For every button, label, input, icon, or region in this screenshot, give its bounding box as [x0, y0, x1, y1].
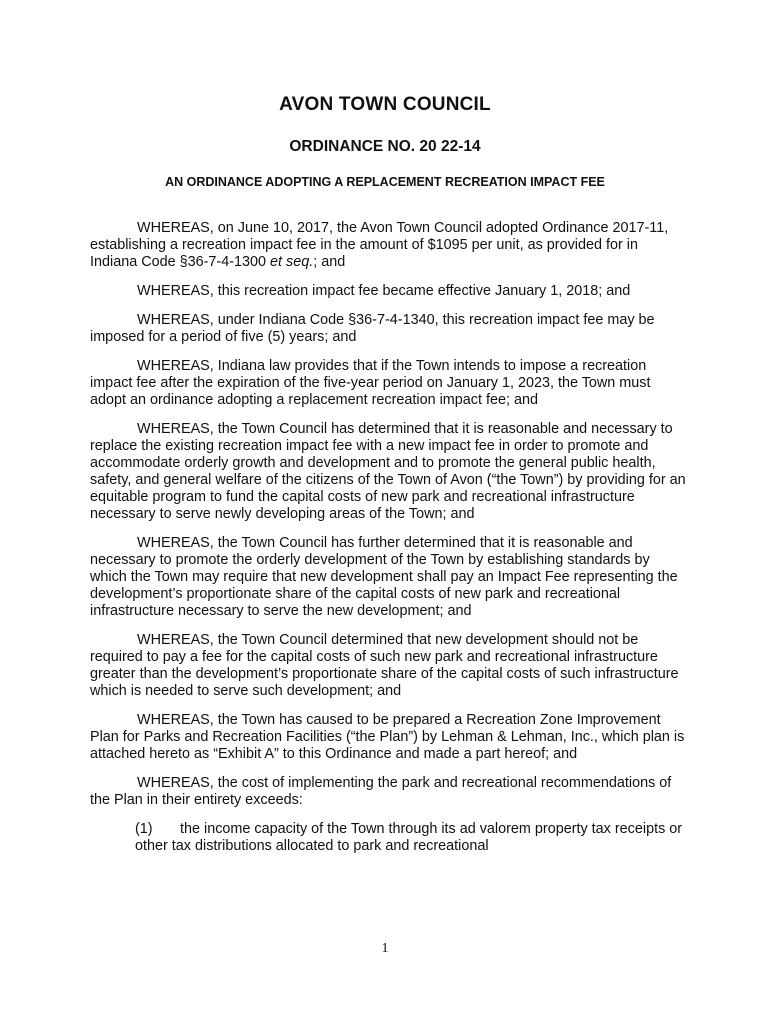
italic-citation: et seq.	[270, 254, 314, 270]
whereas-paragraph-8: WHEREAS, the Town has caused to be prepared a Recreation Zone Improvement Plan for Parks and Recreation Facilities (“the Plan”) by Lehman & Lehman, Inc., which plan is attached hereto as “Exhibit A” to this Ordinance and made a part hereof; and	[90, 712, 685, 762]
list-item-text: the income capacity of the Town through its ad valorem property tax receipts or other tax distributions allocated to park and recreational	[135, 821, 683, 854]
paragraph-text-end: ; and	[313, 254, 346, 270]
ordinance-number: ORDINANCE NO. 20 22-14	[289, 138, 481, 155]
whereas-paragraph-2: WHEREAS, this recreation impact fee became effective January 1, 2018; and	[137, 283, 631, 299]
whereas-paragraph-5: WHEREAS, the Town Council has determined that it is reasonable and necessary to replace the existing recreation impact fee with a new impact fee in order to promote and accommodate orderly growth and development and to promote the general public health, safety, and general welfare of the citizens of the Town of Avon (“the Town”) by providing for an equitable program to fund the capital costs of new park and recreational infrastructure necessary to serve newly developing areas of the Town; and	[90, 421, 686, 522]
list-item-1	[135, 821, 688, 855]
whereas-paragraph-4: WHEREAS, Indiana law provides that if the Town intends to impose a recreation impact fee after the expiration of the five-year period on January 1, 2023, the Town must adopt an ordinance adopting a replacement recreation impact fee; and	[90, 358, 651, 408]
whereas-paragraph-3: WHEREAS, under Indiana Code §36-7-4-1340, this recreation impact fee may be imposed for a period of five (5) years; and	[90, 312, 655, 345]
whereas-paragraph-1	[90, 220, 688, 271]
document-body	[90, 220, 688, 855]
whereas-paragraph-7: WHEREAS, the Town Council determined that new development should not be required to pay a fee for the capital costs of such new park and recreational infrastructure greater than the development’s proportionate share of the capital costs of such infrastructure which is needed to serve such development; and	[90, 632, 679, 699]
list-item-number: (1)	[135, 821, 153, 837]
whereas-paragraph-9: WHEREAS, the cost of implementing the park and recreational recommendations of the Plan in their entirety exceeds:	[90, 775, 672, 808]
document-title: AVON TOWN COUNCIL	[279, 94, 491, 115]
page-number: 1	[381, 941, 389, 956]
whereas-paragraph-6: WHEREAS, the Town Council has further determined that it is reasonable and necessary to promote the orderly development of the Town by establishing standards by which the Town may require that new development shall pay an Impact Fee representing the development’s proportionate share of the capital costs of new park and recreational infrastructure necessary to serve the new development; and	[90, 535, 678, 619]
paragraph-text: WHEREAS, on June 10, 2017, the Avon Town Council adopted Ordinance 2017-11, establishing a recreation impact fee in the amount of $1095 per unit, as provided for in Indiana Code §36-7-4-1300	[90, 220, 669, 270]
ordinance-subtitle: AN ORDINANCE ADOPTING A REPLACEMENT RECREATION IMPACT FEE	[165, 175, 605, 189]
